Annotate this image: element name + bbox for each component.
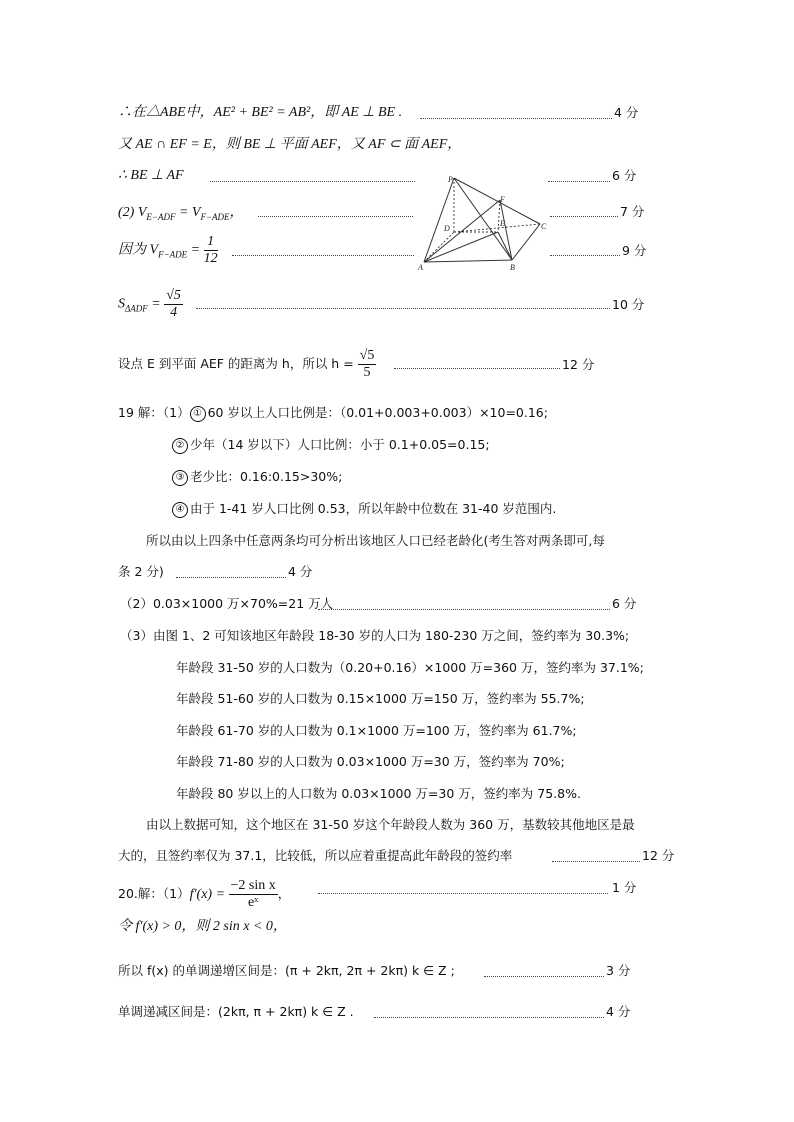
leader-dots xyxy=(318,609,610,610)
q19-part-2: （2）0.03×1000 万×70%=21 万人 xyxy=(120,596,334,611)
line-area: $S_{\Delta ADF}$ = $\frac{√5}{4}$ xyxy=(118,288,181,320)
edge-bc xyxy=(512,224,540,260)
q19-item-3: ③ 老少比：0.16:0.15>30%; xyxy=(172,468,342,486)
pyramid-figure xyxy=(418,174,548,274)
score-1: 1 分 xyxy=(612,880,637,895)
score-6b: 6 分 xyxy=(612,596,637,611)
leader-dots xyxy=(318,893,608,894)
edge-pc xyxy=(454,178,540,224)
label-f: F xyxy=(500,195,505,204)
leader-dots xyxy=(550,255,620,256)
label-b: B xyxy=(510,263,515,272)
score-4b: 4 分 xyxy=(288,564,313,579)
label-e: E xyxy=(500,219,505,228)
q19-conclusion-1: 由以上数据可知，这个地区在 31-50 岁这个年龄段人数为 360 万，基数较其他地区是最 xyxy=(146,817,635,832)
leader-dots xyxy=(258,216,413,217)
q20-increasing: 所以 f(x) 的单调递增区间是：(π + 2kπ, 2π + 2kπ) k ∈ Z ; xyxy=(118,963,455,978)
line-volume-value: 因为 $V_{F-ADE}$ = $\frac{1}{12}$ xyxy=(118,234,218,266)
line-volume-equal: (2) $V_{E-ADF} = V_{F-ADE}$， xyxy=(118,205,244,222)
q19-para-1: 所以由以上四条中任意两条均可分析出该地区人口已经老龄化(考生答对两条即可,每 xyxy=(146,533,605,548)
label-d: D xyxy=(444,224,450,233)
line-distance: 设点 E 到平面 AEF 的距离为 h，所以 h = $\frac{√5}{5}$ xyxy=(118,348,375,380)
leader-dots xyxy=(548,181,610,182)
score-7: 7 分 xyxy=(620,204,645,219)
leader-dots xyxy=(394,368,560,369)
q19-item-4: ④ 由于 1-41 岁人口比例 0.53，所以年龄中位数在 31-40 岁范围内. xyxy=(172,500,556,518)
fraction: $\frac{1}{12}$ xyxy=(203,234,218,266)
leader-dots xyxy=(374,1017,604,1018)
q20-derivative: 20.解：（1）f′(x) = $\frac{\text{−2 sin x}}{\text{eˣ}}$ ， xyxy=(118,878,291,910)
score-9: 9 分 xyxy=(622,243,647,258)
leader-dots xyxy=(176,577,286,578)
line-be-perp-af: ∴ BE ⊥ AF xyxy=(118,168,184,183)
fraction: $\frac{\text{−2 sin x}}{\text{eˣ}}$ xyxy=(230,878,276,910)
label-c: C xyxy=(541,222,547,231)
edge-eb xyxy=(498,232,512,260)
edge-dc xyxy=(454,224,540,232)
leader-dots xyxy=(210,181,415,182)
q20-condition: 令 f′(x) > 0，则 2 sin x < 0， xyxy=(118,919,287,934)
fraction: $\frac{√5}{4}$ xyxy=(166,288,181,320)
leader-dots xyxy=(196,308,610,309)
q19-conclusion-2: 大的，且签约率仅为 37.1，比较低，所以应着重提高此年龄段的签约率 xyxy=(118,848,513,863)
label-p: P xyxy=(448,175,453,184)
q19-row-5: 年龄段 80 岁以上的人口数为 0.03×1000 万=30 万，签约率为 75.8%. xyxy=(176,786,581,801)
q19-item-2: ② 少年（14 岁以下）人口比例：小于 0.1+0.05=0.15; xyxy=(172,436,490,454)
edge-ae xyxy=(424,232,498,262)
q19-item-1: 19 解：（1） ① 60 岁以上人口比例是：（0.01+0.003+0.003）×10=0.16; xyxy=(118,405,548,420)
leader-dots xyxy=(552,861,640,862)
score-6: 6 分 xyxy=(612,168,637,183)
q19-para-2: 条 2 分) xyxy=(118,564,164,579)
edge-ab xyxy=(424,260,512,262)
q19-part-3: （3）由图 1、2 可知该地区年龄段 18-30 岁的人口为 180-230 万之间，签约率为 30.3%; xyxy=(120,628,630,643)
score-12: 12 分 xyxy=(562,357,595,372)
edge-ad xyxy=(424,232,454,262)
leader-dots xyxy=(550,216,618,217)
leader-dots xyxy=(232,255,414,256)
q19-row-3: 年龄段 61-70 岁的人口数为 0.1×1000 万=100 万，签约率为 61.7%; xyxy=(176,723,577,738)
q20-decreasing: 单调递减区间是：(2kπ, π + 2kπ) k ∈ Z . xyxy=(118,1004,354,1019)
score-3: 3 分 xyxy=(606,963,631,978)
label-a: A xyxy=(418,263,423,272)
score-4: 4 分 xyxy=(614,105,639,120)
q19-row-4: 年龄段 71-80 岁的人口数为 0.03×1000 万=30 万，签约率为 70%; xyxy=(176,754,565,769)
fraction: $\frac{√5}{5}$ xyxy=(359,348,375,380)
leader-dots xyxy=(420,118,612,119)
score-10: 10 分 xyxy=(612,297,645,312)
line-be-perp-plane: 又 AE ∩ EF = E，则 BE ⊥ 平面 AEF，又 AF ⊂ 面 AEF， xyxy=(118,137,462,152)
q19-row-2: 年龄段 51-60 岁的人口数为 0.15×1000 万=150 万，签约率为 55.7%; xyxy=(176,691,585,706)
q19-row-1: 年龄段 31-50 岁的人口数为（0.20+0.16）×1000 万=360 万，签约率为 37.1%; xyxy=(176,660,644,675)
leader-dots xyxy=(484,976,604,977)
score-4c: 4 分 xyxy=(606,1004,631,1019)
score-12b: 12 分 xyxy=(642,848,675,863)
line-ae-perp-be: ∴在△ABE中，AE² + BE² = AB²，即 AE ⊥ BE . xyxy=(118,105,403,120)
